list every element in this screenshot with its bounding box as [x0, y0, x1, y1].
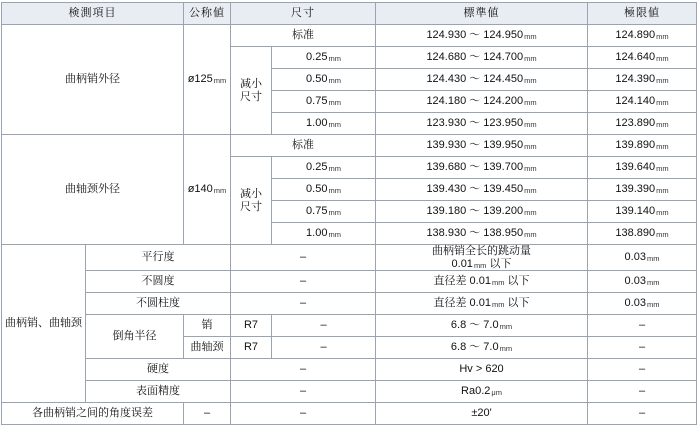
unit-mm: mm	[473, 260, 487, 270]
unit-mm: mm	[491, 278, 505, 288]
row-label-pin-journal: 曲柄销、曲轴颈	[2, 245, 86, 403]
limit-value: 139.890mm	[588, 135, 697, 157]
unit-mm: mm	[656, 186, 669, 196]
size-value: 1.00mm	[272, 223, 376, 245]
standard-value: 124.930 ～ 124.950mm	[376, 25, 588, 47]
table-body	[2, 25, 697, 425]
limit-value: 0.03mm	[588, 293, 697, 315]
col-header-standard: 標準値	[376, 3, 588, 25]
nominal-journal: ø140mm	[184, 135, 231, 245]
standard-value: 139.430 ～ 139.450mm	[376, 179, 588, 201]
table-row	[2, 315, 697, 337]
nominal-crankpin: ø125mm	[184, 25, 231, 135]
standard-value: 124.680 ～ 124.700mm	[376, 47, 588, 69]
limit-value: –	[588, 403, 697, 425]
standard-value: 直径差 0.01mm 以下	[376, 271, 588, 293]
unit-mm: mm	[328, 120, 341, 130]
size-value: 0.25mm	[272, 47, 376, 69]
table-row	[2, 135, 697, 157]
unit-mm: mm	[524, 208, 537, 218]
unit-mm: mm	[656, 230, 669, 240]
standard-value: 6.8 ～ 7.0mm	[376, 337, 588, 359]
nominal-angle-error: –	[184, 403, 231, 425]
unit-mm: mm	[328, 76, 341, 86]
unit-um: μm	[491, 388, 502, 398]
limit-value: 124.890mm	[588, 25, 697, 47]
size-value: –	[231, 293, 376, 315]
table-row	[2, 271, 697, 293]
unit-mm: mm	[328, 164, 341, 174]
unit-mm: mm	[656, 54, 669, 64]
unit-mm: mm	[524, 164, 537, 174]
unit-mm: mm	[656, 164, 669, 174]
standard-value: 139.680 ～ 139.700mm	[376, 157, 588, 179]
subitem-label-cylindricity: 不圆柱度	[86, 293, 231, 315]
unit-mm: mm	[524, 120, 537, 130]
size-value: –	[231, 381, 376, 403]
size-value: 0.25mm	[272, 157, 376, 179]
unit-mm: mm	[656, 120, 669, 130]
size-value: –	[231, 403, 376, 425]
limit-value: 139.640mm	[588, 157, 697, 179]
col-header-item: 検測項目	[2, 3, 184, 25]
unit-mm: mm	[646, 278, 660, 288]
unit-mm: mm	[328, 54, 341, 64]
subitem-label-hardness: 硬度	[86, 359, 231, 381]
table-header	[2, 3, 697, 25]
limit-value: 138.890mm	[588, 223, 697, 245]
size-standard-label-2: 标准	[231, 135, 376, 157]
unit-mm: mm	[524, 186, 537, 196]
unit-mm: mm	[213, 186, 227, 196]
nominal-fillet-pin: R7	[231, 315, 272, 337]
unit-mm: mm	[328, 208, 341, 218]
standard-value: ±20'	[376, 403, 588, 425]
limit-value: 139.390mm	[588, 179, 697, 201]
unit-mm: mm	[524, 230, 537, 240]
spec-table-page	[0, 2, 697, 420]
subitem-label-surface-finish: 表面精度	[86, 381, 231, 403]
size-value: 0.50mm	[272, 69, 376, 91]
subitem-sublabel-journal: 曲轴颈	[184, 337, 231, 359]
limit-value: –	[588, 359, 697, 381]
standard-value: Hv > 620	[376, 359, 588, 381]
limit-value: –	[588, 315, 697, 337]
table-row	[2, 403, 697, 425]
limit-value: 124.140mm	[588, 91, 697, 113]
nominal-fillet-journal: R7	[231, 337, 272, 359]
size-value: –	[272, 337, 376, 359]
size-value: 1.00mm	[272, 113, 376, 135]
unit-mm: mm	[524, 54, 537, 64]
row-label-angle-error: 各曲柄销之间的角度误差	[2, 403, 184, 425]
unit-mm: mm	[524, 98, 537, 108]
standard-value: 124.430 ～ 124.450mm	[376, 69, 588, 91]
subitem-label-fillet-radius: 倒角半径	[86, 315, 184, 359]
table-row	[2, 381, 697, 403]
limit-value: 124.390mm	[588, 69, 697, 91]
unit-mm: mm	[646, 300, 660, 310]
table-row	[2, 359, 697, 381]
standard-value: Ra0.2μm	[376, 381, 588, 403]
table-row	[2, 293, 697, 315]
row-label-journal-od: 曲轴颈外径	[2, 135, 184, 245]
unit-mm: mm	[499, 322, 513, 332]
size-value: 0.50mm	[272, 179, 376, 201]
standard-value: 138.930 ～ 138.950mm	[376, 223, 588, 245]
size-value: –	[272, 315, 376, 337]
unit-mm: mm	[491, 300, 505, 310]
subitem-label-parallelism: 平行度	[86, 245, 231, 271]
size-value: 0.75mm	[272, 91, 376, 113]
table-row	[2, 25, 697, 47]
unit-mm: mm	[656, 32, 669, 42]
limit-value: –	[588, 337, 697, 359]
size-value: –	[231, 359, 376, 381]
unit-mm: mm	[328, 230, 341, 240]
limit-value: 0.03mm	[588, 271, 697, 293]
inspection-spec-table	[1, 2, 697, 425]
standard-value-parallelism: 曲柄销全长的跳动量 0.01mm 以下	[376, 245, 588, 271]
size-reduced-label-2: 减小 尺寸	[231, 157, 272, 245]
row-label-crankpin-od: 曲柄销外径	[2, 25, 184, 135]
unit-mm: mm	[656, 142, 669, 152]
size-value: –	[231, 245, 376, 271]
unit-mm: mm	[656, 76, 669, 86]
col-header-nominal: 公称値	[184, 3, 231, 25]
standard-value: 6.8 ～ 7.0mm	[376, 315, 588, 337]
size-value: 0.75mm	[272, 201, 376, 223]
limit-value: 124.640mm	[588, 47, 697, 69]
unit-mm: mm	[524, 142, 537, 152]
standard-value: 直径差 0.01mm 以下	[376, 293, 588, 315]
limit-value: 0.03mm	[588, 245, 697, 271]
limit-value: 123.890mm	[588, 113, 697, 135]
unit-mm: mm	[524, 76, 537, 86]
standard-value: 123.930 ～ 123.950mm	[376, 113, 588, 135]
unit-mm: mm	[656, 98, 669, 108]
unit-mm: mm	[328, 98, 341, 108]
limit-value: –	[588, 381, 697, 403]
unit-mm: mm	[213, 76, 227, 86]
size-reduced-label-1: 减小 尺寸	[231, 47, 272, 135]
size-value: –	[231, 271, 376, 293]
unit-mm: mm	[646, 254, 660, 264]
subitem-sublabel-pin: 销	[184, 315, 231, 337]
unit-mm: mm	[524, 32, 537, 42]
table-row	[2, 245, 697, 271]
limit-value: 139.140mm	[588, 201, 697, 223]
standard-value: 124.180 ～ 124.200mm	[376, 91, 588, 113]
subitem-label-roundness: 不圆度	[86, 271, 231, 293]
standard-value: 139.930 ～ 139.950mm	[376, 135, 588, 157]
unit-mm: mm	[656, 208, 669, 218]
col-header-limit: 極限値	[588, 3, 697, 25]
unit-mm: mm	[499, 344, 513, 354]
col-header-size: 尺寸	[231, 3, 376, 25]
standard-value: 139.180 ～ 139.200mm	[376, 201, 588, 223]
size-standard-label-1: 标准	[231, 25, 376, 47]
unit-mm: mm	[328, 186, 341, 196]
